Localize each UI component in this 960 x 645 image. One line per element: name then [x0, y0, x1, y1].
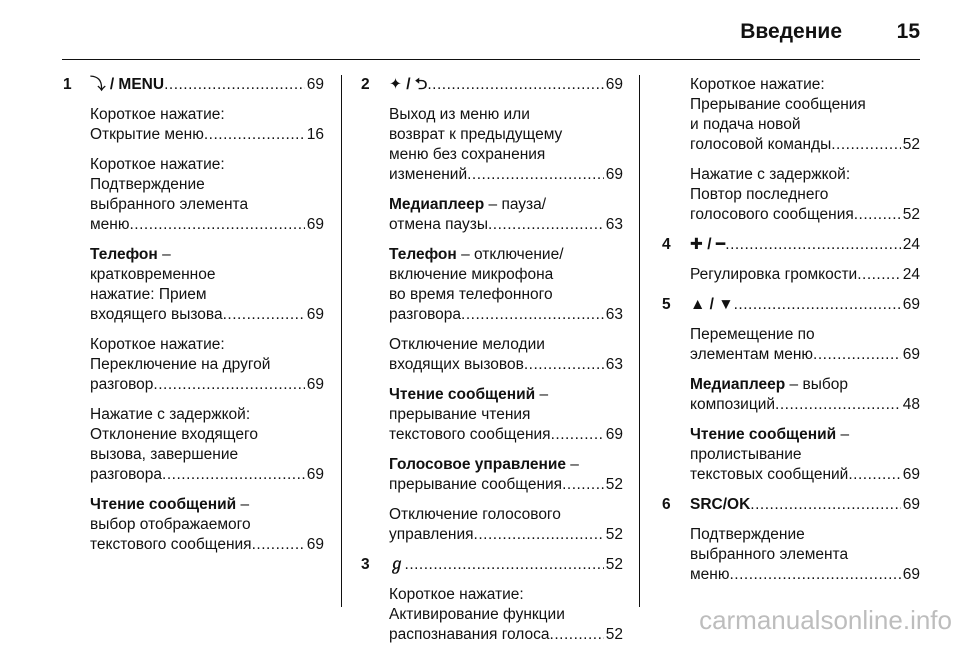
column-2 — [361, 75, 623, 645]
star-icon: ✦ — [389, 76, 402, 93]
text-line: – — [535, 386, 549, 403]
text-line: Отключение голосового — [389, 506, 561, 523]
page-ref: 52 — [605, 526, 623, 543]
text-line: кратковременное — [90, 266, 216, 283]
page-ref: 69 — [902, 296, 920, 313]
entry-1 — [63, 75, 324, 95]
text-line: Короткое нажатие: — [389, 586, 524, 603]
description — [690, 375, 920, 415]
text-line: Короткое нажатие: — [90, 156, 225, 173]
entry-5 — [662, 295, 920, 315]
page-ref: 69 — [902, 566, 920, 583]
page-ref: 69 — [306, 76, 324, 93]
term: Чтение сообщений — [90, 496, 237, 513]
text-line: элементам меню — [690, 346, 814, 363]
watermark: carmanualsonline.info — [699, 605, 952, 635]
description — [90, 495, 324, 555]
page-ref: 52 — [902, 206, 920, 223]
text-line: разговор — [90, 376, 154, 393]
description — [389, 335, 623, 375]
text-line: Короткое нажатие: — [90, 336, 225, 353]
entry-number: 1 — [63, 76, 72, 93]
separator: / — [705, 296, 719, 313]
text-line: включение микрофона — [389, 266, 554, 283]
term: Чтение сообщений — [389, 386, 536, 403]
menu-label: / MENU — [105, 76, 165, 93]
text-line: выбранного элемента — [690, 546, 849, 563]
text-line: управления — [389, 526, 474, 543]
page-ref: 69 — [605, 76, 623, 93]
page-ref: 48 — [902, 396, 920, 413]
page-ref: 69 — [605, 166, 623, 183]
text-line: меню — [90, 216, 130, 233]
column-1 — [63, 75, 324, 555]
description — [389, 385, 623, 445]
term: Телефон — [389, 246, 457, 263]
text-line: – пауза/ — [484, 196, 547, 213]
page-ref: 24 — [902, 236, 920, 253]
text-line: изменений — [389, 166, 468, 183]
text-line: Короткое нажатие: — [690, 76, 825, 93]
text-line: и подача новой — [690, 116, 801, 133]
text-line: распознавания голоса — [389, 626, 550, 643]
description — [690, 525, 920, 585]
description — [90, 335, 324, 395]
text-line: вызова, завершение — [90, 446, 239, 463]
page-ref: 63 — [605, 216, 623, 233]
text-line: прерывание сообщения — [389, 476, 563, 493]
description — [690, 75, 920, 155]
return-arrow-icon: ⮌ — [414, 76, 428, 93]
text-line: Нажатие с задержкой: — [90, 406, 251, 423]
text-line: Короткое нажатие: — [90, 106, 225, 123]
page-ref: 24 — [902, 266, 920, 283]
text-line: – — [157, 246, 171, 263]
page-ref: 69 — [306, 376, 324, 393]
page-ref: 69 — [902, 466, 920, 483]
term: Голосовое управление — [389, 456, 566, 473]
text-line: во время телефонного — [389, 286, 553, 303]
page-ref: 63 — [605, 306, 623, 323]
entry-6 — [662, 495, 920, 515]
page-ref: 69 — [605, 426, 623, 443]
page-ref: 69 — [902, 496, 920, 513]
term: Телефон — [90, 246, 158, 263]
text-line: разговора — [389, 306, 462, 323]
text-line: Выход из меню или — [389, 106, 530, 123]
down-triangle-icon: ▼ — [718, 296, 734, 313]
description — [690, 425, 920, 485]
text-line: Подтверждение — [690, 526, 805, 543]
text-line: – отключение/ — [456, 246, 564, 263]
page-ref: 16 — [306, 126, 324, 143]
entry-2 — [361, 75, 623, 95]
text-line: Активирование функции — [389, 606, 565, 623]
text-line: Прерывание сообщения — [690, 96, 866, 113]
description — [90, 405, 324, 485]
column-divider-1 — [341, 75, 342, 607]
text-line: – — [565, 456, 579, 473]
text-line: текстового сообщения — [389, 426, 551, 443]
entry-3 — [361, 555, 623, 575]
column-divider-2 — [639, 75, 640, 607]
back-arrow-icon: ⤵ — [90, 76, 106, 93]
description — [389, 455, 623, 495]
page-ref: 69 — [306, 306, 324, 323]
text-line: входящих вызовов — [389, 356, 524, 373]
text-line: выбор отображаемого — [90, 516, 251, 533]
text-line: текстового сообщения — [90, 536, 252, 553]
page-ref: 52 — [902, 136, 920, 153]
text-line: Отключение мелодии — [389, 336, 545, 353]
voice-icon: ℊ — [389, 556, 405, 573]
page-ref: 69 — [306, 466, 324, 483]
text-line: прерывание чтения — [389, 406, 531, 423]
up-triangle-icon: ▲ — [690, 296, 706, 313]
text-line: – — [836, 426, 850, 443]
page-ref: 52 — [605, 556, 623, 573]
text-line: Отклонение входящего — [90, 426, 258, 443]
page-ref: 63 — [605, 356, 623, 373]
description — [690, 325, 920, 365]
entry-number: 5 — [662, 296, 671, 313]
page-ref: 69 — [306, 536, 324, 553]
text-line: текстовых сообщений — [690, 466, 849, 483]
entry-number: 2 — [361, 76, 370, 93]
entry-number: 6 — [662, 496, 671, 513]
header-rule — [62, 59, 920, 60]
description — [90, 105, 324, 145]
term: Медиаплеер — [690, 376, 786, 393]
description — [389, 195, 623, 235]
description — [690, 165, 920, 225]
text-line: голосовой команды — [690, 136, 832, 153]
text-line: входящего вызова — [90, 306, 223, 323]
entry-number: 4 — [662, 236, 671, 253]
text-line: пролистывание — [690, 446, 802, 463]
column-3 — [662, 75, 920, 585]
text-line: выбранного элемента — [90, 196, 249, 213]
description — [90, 155, 324, 235]
text-line: отмена паузы — [389, 216, 488, 233]
text-line: меню без сохранения — [389, 146, 546, 163]
description — [690, 265, 920, 285]
description — [90, 245, 324, 325]
page-title: Введение — [740, 20, 842, 43]
page-number: 15 — [896, 20, 920, 43]
description — [389, 105, 623, 185]
text-line: разговора — [90, 466, 163, 483]
minus-icon: ━ — [715, 236, 726, 253]
src-ok-label: SRC/OK — [690, 496, 751, 513]
text-line: Нажатие с задержкой: — [690, 166, 851, 183]
entry-4 — [662, 235, 920, 255]
text-line: нажатие: Прием — [90, 286, 207, 303]
separator: / — [703, 236, 716, 253]
page-header — [0, 0, 960, 60]
text-line: Переключение на другой — [90, 356, 271, 373]
text-line: возврат к предыдущему — [389, 126, 563, 143]
text-line: Регулировка громкости — [690, 266, 858, 283]
text-line: меню — [690, 566, 730, 583]
page-ref: 52 — [605, 476, 623, 493]
text-line: – выбор — [785, 376, 848, 393]
text-line: – — [236, 496, 250, 513]
description — [389, 505, 623, 545]
term: Медиаплеер — [389, 196, 485, 213]
text-line: Повтор последнего — [690, 186, 829, 203]
term: Чтение сообщений — [690, 426, 837, 443]
description — [389, 245, 623, 325]
page-ref: 69 — [902, 346, 920, 363]
text-line: Открытие меню — [90, 126, 204, 143]
separator: / — [402, 76, 415, 93]
page-ref: 52 — [605, 626, 623, 643]
text-line: голосового сообщения — [690, 206, 854, 223]
text-line: Подтверждение — [90, 176, 205, 193]
page-ref: 69 — [306, 216, 324, 233]
entry-number: 3 — [361, 556, 370, 573]
plus-icon: ✚ — [690, 236, 703, 253]
text-line: композиций — [690, 396, 776, 413]
text-line: Перемещение по — [690, 326, 815, 343]
